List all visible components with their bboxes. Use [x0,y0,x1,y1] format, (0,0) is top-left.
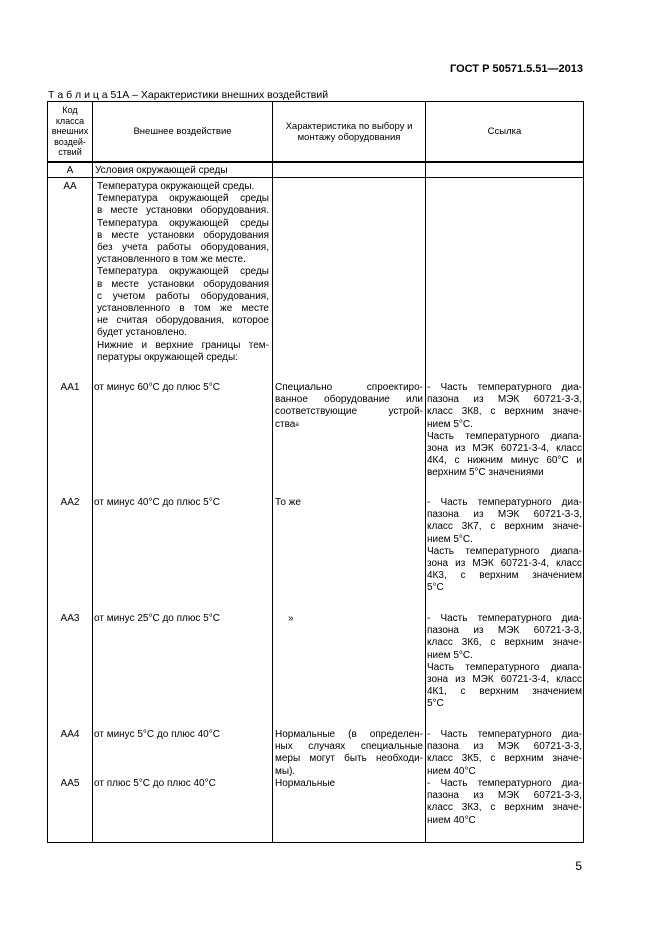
page-number: 5 [575,859,582,873]
row-code: АА3 [60,613,80,624]
reference-line: класс 3К6, с верхним значе- [427,637,582,649]
row-code: АА2 [60,497,80,508]
column-divider [92,102,93,842]
selection-line: соответствующие устрой- [275,406,423,418]
group-code: АА [63,181,77,192]
reference-line: нием 40°С [427,814,476,826]
reference-line: нием 5°С. [427,533,473,545]
group-description-line: не считая оборудования, которое [97,315,269,327]
row-selection [275,382,423,431]
reference-line: - Часть температурного диа- [427,613,582,624]
selection-line: ванное оборудование или [275,394,423,406]
selection-line: меры могут быть необходи- [275,753,423,765]
reference-line: 4К4, с нижним минус 60°С и [427,455,582,467]
row-code: АА1 [60,382,80,393]
row-influence: от минус 40°С до плюс 5°С [94,497,220,508]
reference-line: класс 3К5, с верхним значе- [427,753,582,765]
reference-line: 5°С [427,582,444,594]
selection-line: То же [275,497,301,508]
reference-line: зона из МЭК 60721-3-4, класс [427,674,582,686]
reference-line: верхним 5°С значениями [427,467,544,479]
row-influence: от минус 25°С до плюс 5°С [94,613,220,624]
row-influence: от минус 60°С до плюс 5°С [94,382,220,393]
header-selection: Характеристика по выбору и монтажу оборудования [285,120,413,143]
group-description-line: установленного в том же месте. [97,254,246,266]
reference-line: Часть температурного диапа- [427,545,582,557]
row-code: АА5 [60,778,80,789]
group-description-line: без учета работы оборудования, [97,242,269,254]
reference-line: зона из МЭК 60721-3-4, класс [427,558,582,570]
row-code: АА4 [60,729,80,740]
selection-line: мы). [275,765,296,777]
row-reference [427,778,582,827]
reference-line: пазона из МЭК 60721-3-3, [427,394,582,406]
selection-line: » [288,613,294,624]
reference-line: пазона из МЭК 60721-3-3, [427,509,582,521]
reference-line: 4К1, с верхним значением [427,686,582,698]
row-influence: от плюс 5°С до плюс 40°С [94,778,216,789]
row-reference [427,382,582,480]
reference-line: - Часть температурного диа- [427,497,582,508]
table-caption: Т а б л и ц а 51А – Характеристики внешних воздействий [48,89,329,101]
row-selection [288,613,436,625]
reference-line: пазона из МЭК 60721-3-3, [427,625,582,637]
group-description [97,181,269,364]
row-influence: от минус 5°С до плюс 40°С [94,729,220,740]
selection-line: Нормальные [275,778,336,789]
row-selection [275,778,423,790]
external-influences-table [47,101,584,843]
reference-line: - Часть температурного диа- [427,778,582,789]
group-description-line: пературы окружающей среды: [97,351,238,363]
selection-line: ных случаях специальные [275,741,423,753]
group-description-line: Температура окружающей среды [97,193,269,205]
group-description-line: в месте установки оборудования [97,278,269,290]
row-reference [427,729,582,778]
group-description-line: Температура окружающей среды. [97,181,255,192]
reference-line: - Часть температурного диа- [427,382,582,393]
section-code: А [66,165,74,176]
selection-line: Специально спроектиро- [275,382,423,393]
group-description-line: Температура окружающей среды [97,266,269,278]
reference-line: 5°С [427,698,444,710]
row-selection [275,497,423,509]
group-description-line: в месте установки оборудования [97,229,269,241]
header-reference: Ссылка [487,126,522,137]
header-code: Код класса внешних воздей-ствий [51,105,89,158]
header-influence: Внешнее воздействие [133,126,232,137]
reference-line: - Часть температурного диа- [427,729,582,740]
group-description-line: установленного в том же месте [97,303,269,315]
reference-line: 4К3, с верхним значением [427,570,582,582]
section-title: Условия окружающей среды [95,165,228,176]
reference-line: класс 3К8, с верхним значе- [427,406,582,418]
reference-line: нием 5°С. [427,649,473,661]
group-description-line: с учетом работы оборудования, [97,290,269,302]
reference-line: пазона из МЭК 60721-3-3, [427,790,582,802]
footnote-marker: а [295,421,299,428]
reference-line: класс 3К7, с верхним значе- [427,521,582,533]
group-description-line: в месте установки оборудования. [97,205,269,217]
selection-line: ства$^а$ [275,418,299,430]
group-description-line: Нижние и верхние границы тем- [97,339,269,351]
reference-line: зона из МЭК 60721-3-4, класс [427,443,582,455]
row-selection [275,729,423,778]
reference-line: Часть температурного диапа- [427,661,582,673]
row-reference [427,497,582,595]
reference-line: Часть температурного диапа- [427,430,582,442]
reference-line: класс 3К3, с верхним значе- [427,802,582,814]
row-reference [427,613,582,711]
group-description-line: будет установлено. [97,327,187,339]
document-id: ГОСТ Р 50571.5.51—2013 [449,63,583,75]
reference-line: нием 5°С. [427,418,473,430]
group-description-line: Температура окружающей среды [97,217,269,229]
header-divider [48,161,583,163]
selection-line: Нормальные (в определен- [275,729,423,740]
column-divider [272,102,273,842]
reference-line: нием 40°С [427,765,476,777]
reference-line: пазона из МЭК 60721-3-3, [427,741,582,753]
column-divider [425,102,426,842]
